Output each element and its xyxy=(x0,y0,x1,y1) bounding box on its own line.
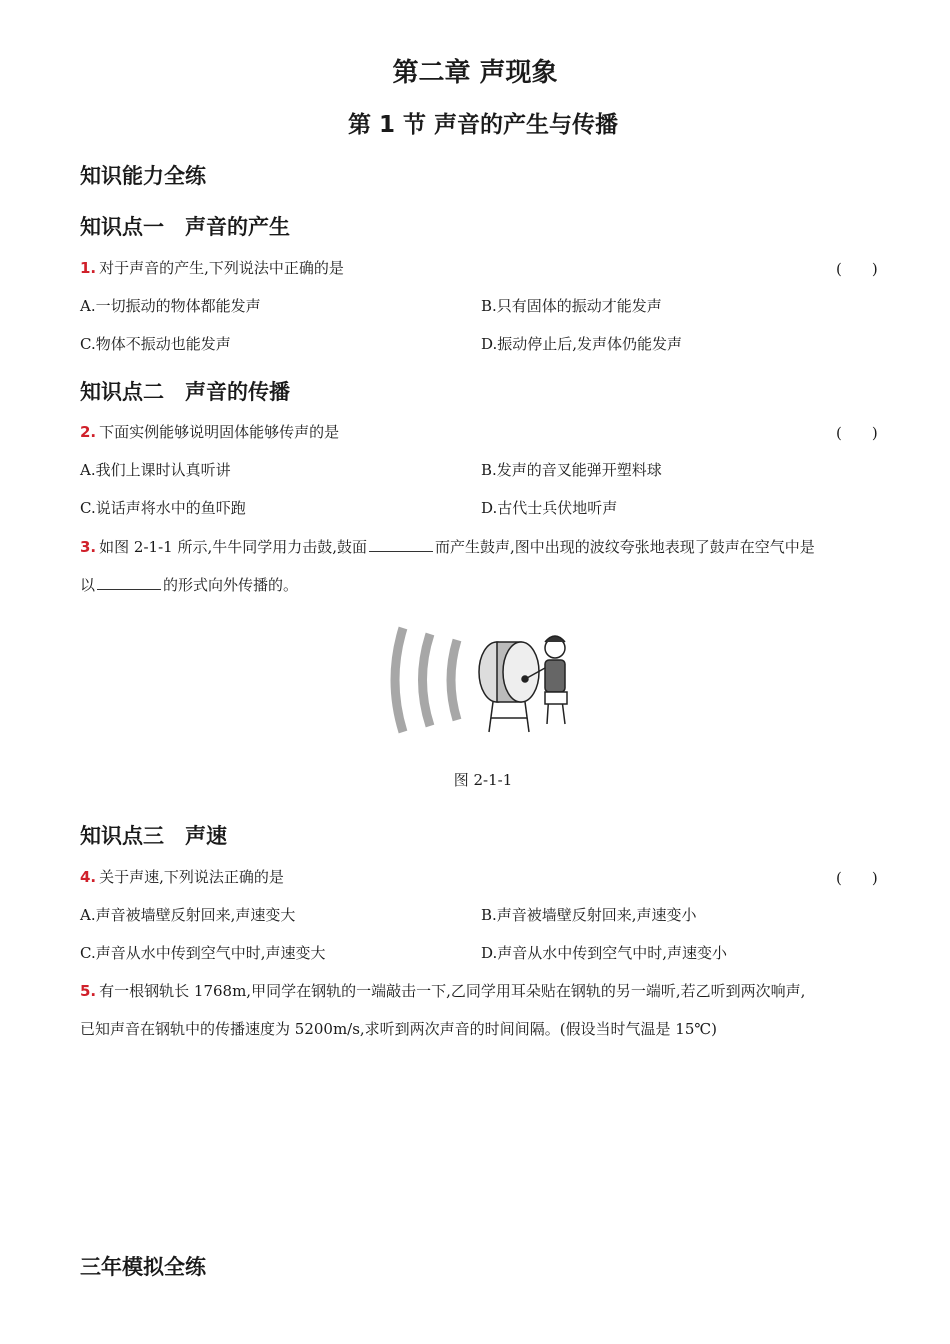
fill-blank[interactable] xyxy=(369,537,433,552)
option-b: B.发声的音叉能弹开塑料球 xyxy=(481,461,662,479)
option-a: A.我们上课时认真听讲 xyxy=(80,461,231,479)
option-a: A.一切振动的物体都能发声 xyxy=(80,297,261,315)
kp2-heading: 知识点二 声音的传播 xyxy=(80,380,290,404)
section-title: 第 1 节 声音的产生与传播 xyxy=(347,112,619,138)
drum-illustration xyxy=(385,620,585,740)
option-b: B.只有固体的振动才能发声 xyxy=(481,297,662,315)
question-number: 4. xyxy=(80,868,97,886)
kp3-heading: 知识点三 声速 xyxy=(80,824,227,848)
sound-wave xyxy=(395,628,403,732)
question-text: 而产生鼓声,图中出现的波纹夸张地表现了鼓声在空气中是 xyxy=(434,538,815,556)
question-number: 3. xyxy=(80,538,97,556)
option-d: D.声音从水中传到空气中时,声速变小 xyxy=(481,944,728,962)
part1-heading: 知识能力全练 xyxy=(80,164,206,188)
answer-bracket: ( ) xyxy=(836,424,878,442)
question-1 xyxy=(80,258,344,278)
question-3 xyxy=(80,537,815,557)
figure-caption: 图 2-1-1 xyxy=(453,771,513,789)
question-number: 5. xyxy=(80,982,97,1000)
question-text: 关于声速,下列说法正确的是 xyxy=(99,868,284,886)
question-5 xyxy=(80,981,805,1001)
question-number: 1. xyxy=(80,259,97,277)
drum xyxy=(479,642,539,732)
question-text: 的形式向外传播的。 xyxy=(163,576,299,594)
question-5-line-2: 已知声音在钢轨中的传播速度为 5200m/s,求听到两次声音的时间间隔。(假设当时气温是 15℃) xyxy=(80,1020,718,1038)
question-3-line-2 xyxy=(80,575,298,595)
part2-heading: 三年模拟全练 xyxy=(80,1255,206,1279)
chapter-title: 第二章 声现象 xyxy=(392,58,558,88)
question-number: 2. xyxy=(80,423,97,441)
question-text: 以 xyxy=(80,576,96,594)
answer-bracket: ( ) xyxy=(836,260,878,278)
question-text: 有一根钢轨长 1768m,甲同学在钢轨的一端敲击一下,乙同学用耳朵贴在钢轨的另一端听,若乙听到两次响声, xyxy=(99,982,806,1000)
question-text: 下面实例能够说明固体能够传声的是 xyxy=(99,423,340,441)
question-2 xyxy=(80,422,339,442)
question-4 xyxy=(80,867,284,887)
option-c: C.声音从水中传到空气中时,声速变大 xyxy=(80,944,326,962)
sound-wave xyxy=(451,640,457,720)
fill-blank[interactable] xyxy=(97,575,161,590)
option-b: B.声音被墙壁反射回来,声速变小 xyxy=(481,906,697,924)
kp1-heading: 知识点一 声音的产生 xyxy=(80,215,290,239)
option-d: D.振动停止后,发声体仍能发声 xyxy=(481,335,683,353)
option-c: C.物体不振动也能发声 xyxy=(80,335,231,353)
option-c: C.说话声将水中的鱼吓跑 xyxy=(80,499,246,517)
option-d: D.古代士兵伏地听声 xyxy=(481,499,618,517)
option-a: A.声音被墙壁反射回来,声速变大 xyxy=(80,906,296,924)
question-text: 对于声音的产生,下列说法中正确的是 xyxy=(99,259,344,277)
answer-bracket: ( ) xyxy=(836,869,878,887)
question-text: 如图 2-1-1 所示,牛牛同学用力击鼓,鼓面 xyxy=(99,538,367,556)
sound-wave xyxy=(423,634,431,726)
